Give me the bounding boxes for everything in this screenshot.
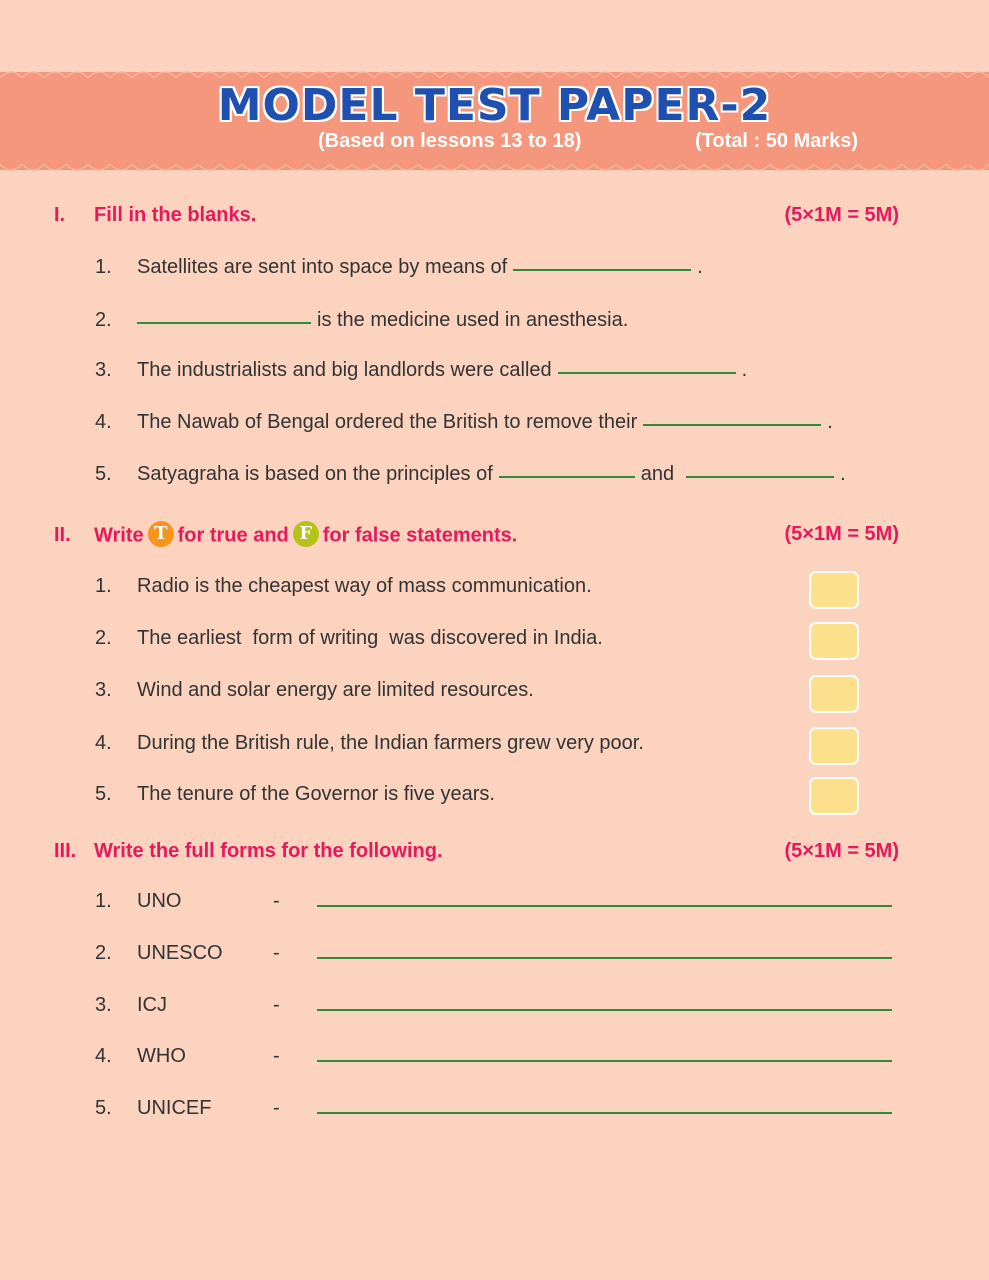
abbreviation: UNICEF xyxy=(137,1097,212,1119)
lessons-subtitle: (Based on lessons 13 to 18) xyxy=(318,130,582,152)
section-marks: (5×1M = 5M) xyxy=(784,840,899,862)
question-row xyxy=(95,679,534,702)
full-form-row xyxy=(95,1045,895,1069)
section-number: II. xyxy=(54,524,71,547)
dash: - xyxy=(273,890,280,912)
question-text-end: is the medicine used in anesthesia. xyxy=(317,309,629,331)
banner-scallop-top xyxy=(0,66,989,78)
t-letter-icon: T xyxy=(148,521,174,547)
section-title: Write the full forms for the following. xyxy=(94,840,443,862)
section-3-heading xyxy=(54,840,899,863)
question-row xyxy=(95,256,703,279)
answer-box[interactable] xyxy=(809,622,859,660)
question-row xyxy=(95,783,495,806)
blank-line[interactable] xyxy=(686,476,834,478)
question-number: 2. xyxy=(95,627,112,649)
question-number: 5. xyxy=(95,463,112,485)
full-form-row xyxy=(95,890,895,914)
abbreviation: UNO xyxy=(137,890,182,912)
question-text: During the British rule, the Indian farmers grew very poor. xyxy=(137,732,644,754)
question-number: 3. xyxy=(95,359,112,381)
section-title-true: for true and xyxy=(177,524,289,547)
blank-line[interactable] xyxy=(643,424,821,426)
page-title: MODEL TEST PAPER-2 xyxy=(217,80,772,131)
question-text-end: . xyxy=(697,256,703,278)
question-number: 2. xyxy=(95,942,112,964)
question-row xyxy=(95,411,833,434)
question-text: Radio is the cheapest way of mass communication. xyxy=(137,575,592,597)
question-number: 1. xyxy=(95,890,112,912)
total-marks: (Total : 50 Marks) xyxy=(695,130,858,152)
answer-line[interactable] xyxy=(317,1009,892,1011)
question-text-end: . xyxy=(741,359,748,381)
question-number: 4. xyxy=(95,732,112,754)
section-marks: (5×1M = 5M) xyxy=(784,523,899,545)
question-number: 1. xyxy=(95,575,112,597)
answer-line[interactable] xyxy=(317,1112,892,1114)
question-row xyxy=(95,627,603,650)
question-text: The Nawab of Bengal ordered the British to remove their xyxy=(137,411,638,433)
full-form-row xyxy=(95,1097,895,1121)
answer-box[interactable] xyxy=(809,571,859,609)
question-number: 3. xyxy=(95,679,112,701)
question-number: 1. xyxy=(95,256,112,278)
question-text-end: . xyxy=(840,463,846,485)
question-row xyxy=(95,359,747,382)
answer-box[interactable] xyxy=(809,727,859,765)
full-form-row xyxy=(95,994,895,1018)
blank-line[interactable] xyxy=(513,269,691,271)
f-letter-icon: F xyxy=(293,521,319,547)
full-form-row xyxy=(95,942,895,966)
question-number: 4. xyxy=(95,411,112,433)
section-title: Fill in the blanks. xyxy=(94,204,257,226)
section-title-write: Write xyxy=(94,524,144,547)
question-number: 2. xyxy=(95,309,112,331)
blank-line[interactable] xyxy=(137,322,311,324)
abbreviation: UNESCO xyxy=(137,942,223,964)
dash: - xyxy=(273,1097,280,1119)
question-text: The industrialists and big landlords were called xyxy=(137,359,552,381)
answer-line[interactable] xyxy=(317,905,892,907)
question-number: 4. xyxy=(95,1045,112,1067)
question-row xyxy=(95,463,846,486)
question-text-end: . xyxy=(827,411,833,433)
question-text: Wind and solar energy are limited resources. xyxy=(137,679,534,701)
section-1-heading xyxy=(54,204,899,227)
dash: - xyxy=(273,1045,280,1067)
question-text: The tenure of the Governor is five years. xyxy=(137,783,495,805)
section-marks: (5×1M = 5M) xyxy=(784,204,899,226)
question-text: Satellites are sent into space by means of xyxy=(137,256,508,278)
banner-scallop-bottom xyxy=(0,164,989,176)
answer-box[interactable] xyxy=(809,675,859,713)
blank-line[interactable] xyxy=(558,372,736,374)
dash: - xyxy=(273,994,280,1016)
question-row xyxy=(95,575,592,598)
question-row xyxy=(95,309,628,332)
answer-line[interactable] xyxy=(317,957,892,959)
section-2-heading xyxy=(54,523,899,549)
question-number: 5. xyxy=(95,783,112,805)
blank-line[interactable] xyxy=(499,476,635,478)
question-number: 5. xyxy=(95,1097,112,1119)
question-text: Satyagraha is based on the principles of xyxy=(137,463,493,485)
abbreviation: WHO xyxy=(137,1045,186,1067)
section-number: III. xyxy=(54,840,77,862)
question-number: 3. xyxy=(95,994,112,1016)
abbreviation: ICJ xyxy=(137,994,167,1016)
dash: - xyxy=(273,942,280,964)
section-title-false: for false statements. xyxy=(322,524,518,547)
question-text: The earliest form of writing was discovered in India. xyxy=(137,627,603,649)
answer-line[interactable] xyxy=(317,1060,892,1062)
question-text-mid: and xyxy=(640,463,675,485)
section-number: I. xyxy=(54,204,66,226)
answer-box[interactable] xyxy=(809,777,859,815)
question-row xyxy=(95,732,644,755)
